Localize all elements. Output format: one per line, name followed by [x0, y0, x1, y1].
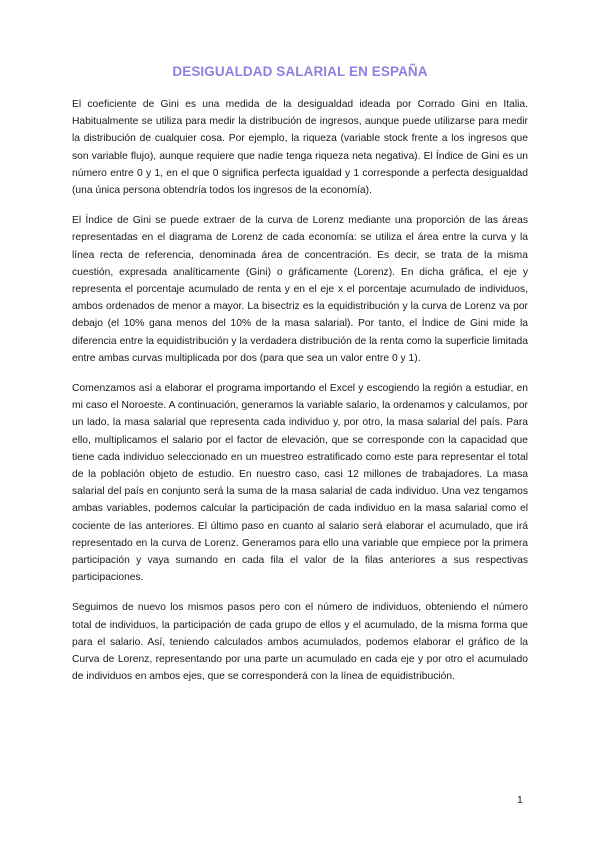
paragraph-program-salary: Comenzamos así a elaborar el programa importando el Excel y escogiendo la región a estudiar, en mi caso el Noroeste. A continuación, generamos la variable salario, la ordenamos y calculamos, por un lado, la masa salarial que representa cada individuo y, por otro, la masa salarial del país. Para ello, multiplicamos el salario por el factor de elevación, que se corresponde con la capacidad que tiene cada individuo seleccionado en un muestreo estratificado como este para representar el total de la población objeto de estudio. En nuestro caso, casi 12 millones de trabajadores. La masa salarial del país en conjunto será la suma de la masa salarial de cada individuo. Una vez tengamos ambas variables, podemos calcular la participación de cada individuo en la masa salarial como el cociente de las anteriores. El último paso en cuanto al salario será elaborar el acumulado, que irá representado en la curva de Lorenz. Generamos para ello una variable que empiece por la primera participación y vaya sumando en cada fila el valor de la filas anteriores a sus respectivas participaciones.: [72, 383, 528, 584]
page-number: 1: [517, 794, 523, 806]
paragraph-program-individuals: Seguimos de nuevo los mismos pasos pero con el número de individuos, obteniendo el número total de individuos, la participación de cada grupo de ellos y el acumulado, de la misma forma que para el salario. Así, teniendo calculados ambos acumulados, podemos elaborar el gráfico de la Curva de Lorenz, representando por una parte un acumulado en cada eje y por otro el acumulado de individuos en ambos ejes, que se corresponderá con la línea de equidistribución.: [72, 602, 528, 683]
page-title: DESIGUALDAD SALARIAL EN ESPAÑA: [172, 64, 428, 79]
paragraph-gini-definition: El coeficiente de Gini es una medida de la desigualdad ideada por Corrado Gini en Italia. Habitualmente se utiliza para medir la distribución de ingresos, aunque puede utilizarse para medir la distribución de cualquier cosa. Por ejemplo, la riqueza (variable stock frente a los ingresos que son variable flujo), aunque requiere que nadie tenga riqueza neta negativa). El Índice de Gini es un número entre 0 y 1, en el que 0 significa perfecta igualdad y 1 corresponde a perfecta desigualdad (una única persona obtendría todos los ingresos de la economía).: [72, 99, 528, 197]
paragraph-lorenz-curve: El Índice de Gini se puede extraer de la curva de Lorenz mediante una proporción de las áreas representadas en el diagrama de Lorenz de cada economía: se utiliza el área entre la curva y la línea recta de referencia, denominada área de concentración. Es decir, se trata de la misma cuestión, expresada analíticamente (Gini) o gráficamente (Lorenz). En dicha gráfica, el eje y representa el porcentaje acumulado de renta y en el eje x el porcentaje acumulado de individuos, ambos ordenados de menor a mayor. La bisectriz es la equidistribución y la curva de Lorenz va por debajo (el 10% gana menos del 10% de la masa salarial). Por tanto, el Índice de Gini mide la diferencia entre la equidistribución y la verdadera distribución de la renta como la superficie limitada entre ambas curvas multiplicada por dos (para que sea un valor entre 0 y 1).: [72, 215, 528, 364]
document-body: [72, 96, 528, 699]
